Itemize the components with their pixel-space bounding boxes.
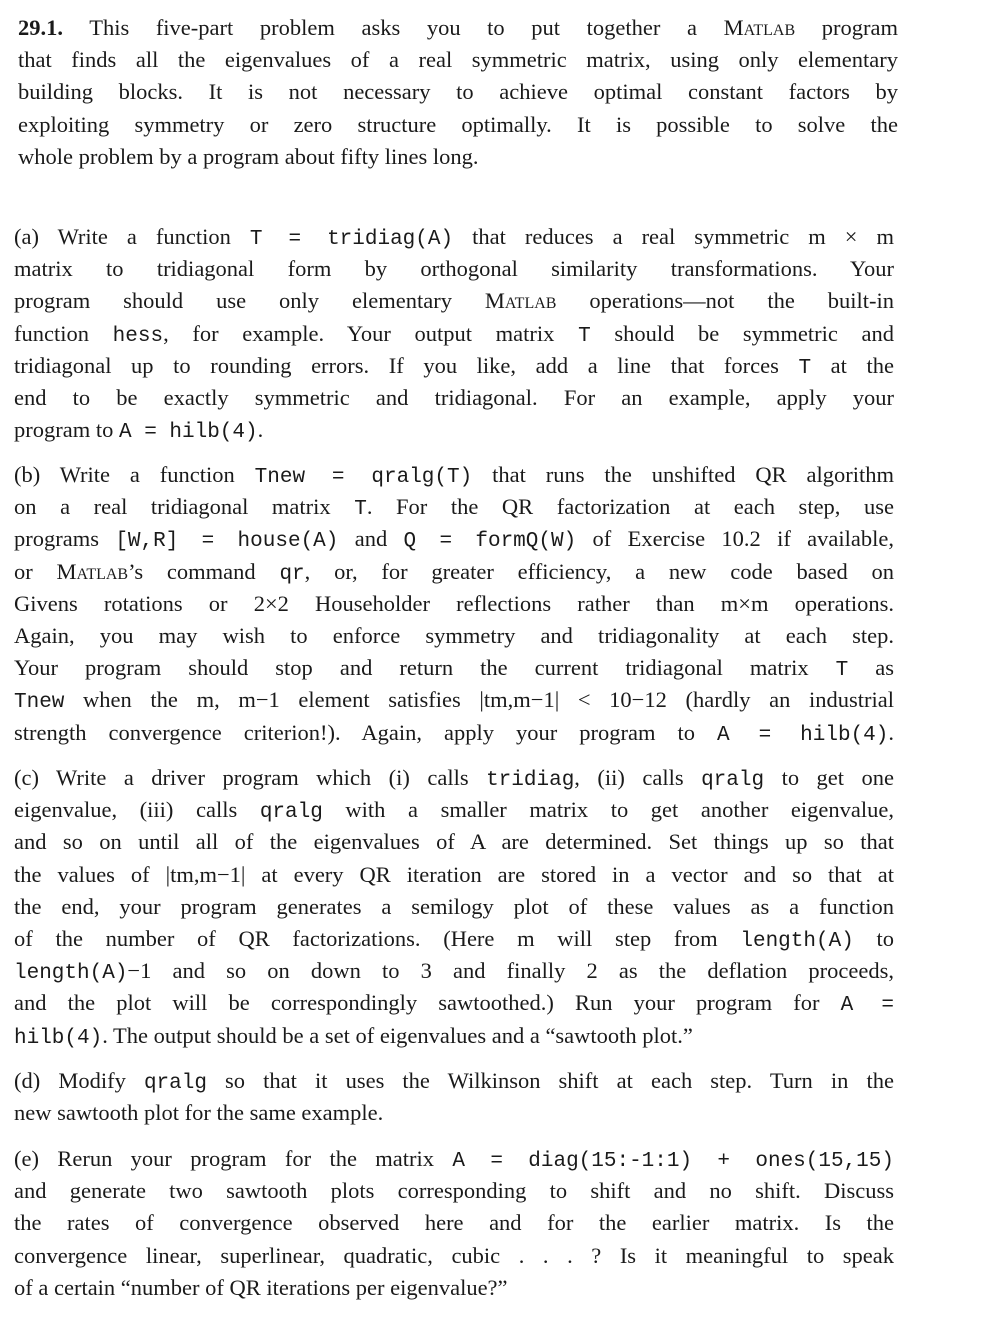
part-c — [14, 762, 894, 1052]
part-b-line: Your program should stop and return the current tridiagonal matrix T as — [14, 655, 894, 683]
part-e-line: the rates of convergence observed here and for the earlier matrix. Is the — [14, 1210, 894, 1236]
part-a-line: function hess, for example. Your output matrix T should be symmetric and — [14, 320, 894, 348]
part-c-line: length(A)−1 and so on down to 3 and finally 2 as the deflation proceeds, — [14, 958, 894, 986]
part-b-line: on a real tridiagonal matrix T. For the QR factorization at each step, use — [14, 494, 894, 522]
part-b-line: programs [W,R] = house(A) and Q = formQ(W) of Exercise 10.2 if available, — [14, 526, 895, 554]
part-a-line: end to be exactly symmetric and tridiagonal. For an example, apply your — [14, 384, 894, 410]
intro-line: that finds all the eigenvalues of a real symmetric matrix, using only elementary — [18, 47, 898, 73]
problem-number: 29.1. — [18, 15, 63, 40]
part-a-line: matrix to tridiagonal form by orthogonal similarity transformations. Your — [14, 256, 894, 282]
part-a-line: tridiagonal up to rounding errors. If you like, add a line that forces T at the — [14, 352, 894, 380]
part-a-line: program to A = hilb(4). — [14, 417, 264, 445]
part-a-line: program should use only elementary Matlab operations—not the built-in — [14, 288, 894, 314]
intro-line: building blocks. It is not necessary to achieve optimal constant factors by — [18, 79, 898, 105]
part-a — [14, 221, 894, 446]
part-e-line: convergence linear, superlinear, quadratic, cubic . . . ? Is it meaningful to speak — [14, 1242, 894, 1268]
part-b-line: Again, you may wish to enforce symmetry and tridiagonality at each step. — [14, 622, 894, 648]
part-b — [14, 459, 894, 749]
part-d-line: new sawtooth plot for the same example. — [14, 1100, 384, 1126]
intro-line: whole problem by a program about fifty lines long. — [18, 143, 479, 169]
part-c-line: the values of |tm,m−1| at every QR iteration are stored in a vector and so that at — [14, 861, 894, 887]
part-c-line: and so on until all of the eigenvalues of A are determined. Set things up so that — [14, 829, 894, 855]
part-b-line: strength convergence criterion!). Again, apply your program to A = hilb(4). — [14, 719, 895, 747]
part-c-line: the end, your program generates a semilogy plot of these values as a function — [14, 893, 894, 919]
part-a-line: (a) Write a function T = tridiag(A) that reduces a real symmetric m × m — [14, 224, 894, 251]
part-b-line: Tnew when the m, m−1 element satisfies |tm,m−1| < 10−12 (hardly an industrial — [14, 687, 894, 715]
part-e-line: (e) Rerun your program for the matrix A = diag(15:-1:1) + ones(15,15) — [14, 1146, 894, 1173]
part-c-line: and the plot will be correspondingly sawtoothed.) Run your program for A = — [14, 990, 894, 1018]
part-e-line: of a certain “number of QR iterations per eigenvalue?” — [14, 1274, 508, 1300]
problem-intro — [18, 12, 898, 173]
part-e-line: and generate two sawtooth plots corresponding to shift and no shift. Discuss — [14, 1178, 894, 1204]
part-d — [14, 1065, 894, 1129]
part-b-line: Givens rotations or 2×2 Householder reflections rather than m×m operations. — [14, 590, 894, 616]
part-b-line: or Matlab’s command qr, or, for greater efficiency, a new code based on — [14, 558, 895, 586]
part-c-line: of the number of QR factorizations. (Here m will step from length(A) to — [14, 925, 894, 953]
part-e — [14, 1143, 894, 1304]
part-c-line: hilb(4). The output should be a set of eigenvalues and a “sawtooth plot.” — [14, 1022, 693, 1050]
intro-line: exploiting symmetry or zero structure optimally. It is possible to solve the — [18, 111, 898, 137]
part-c-line: eigenvalue, (iii) calls qralg with a smaller matrix to get another eigenvalue, — [14, 797, 894, 825]
part-b-line: (b) Write a function Tnew = qralg(T) that runs the unshifted QR algorithm — [14, 462, 894, 489]
part-d-line: (d) Modify qralg so that it uses the Wilkinson shift at each step. Turn in the — [14, 1068, 894, 1095]
intro-line: 29.1. This five-part problem asks you to put together a Matlab program — [18, 15, 898, 40]
part-c-line: (c) Write a driver program which (i) calls tridiag, (ii) calls qralg to get one — [14, 765, 894, 792]
